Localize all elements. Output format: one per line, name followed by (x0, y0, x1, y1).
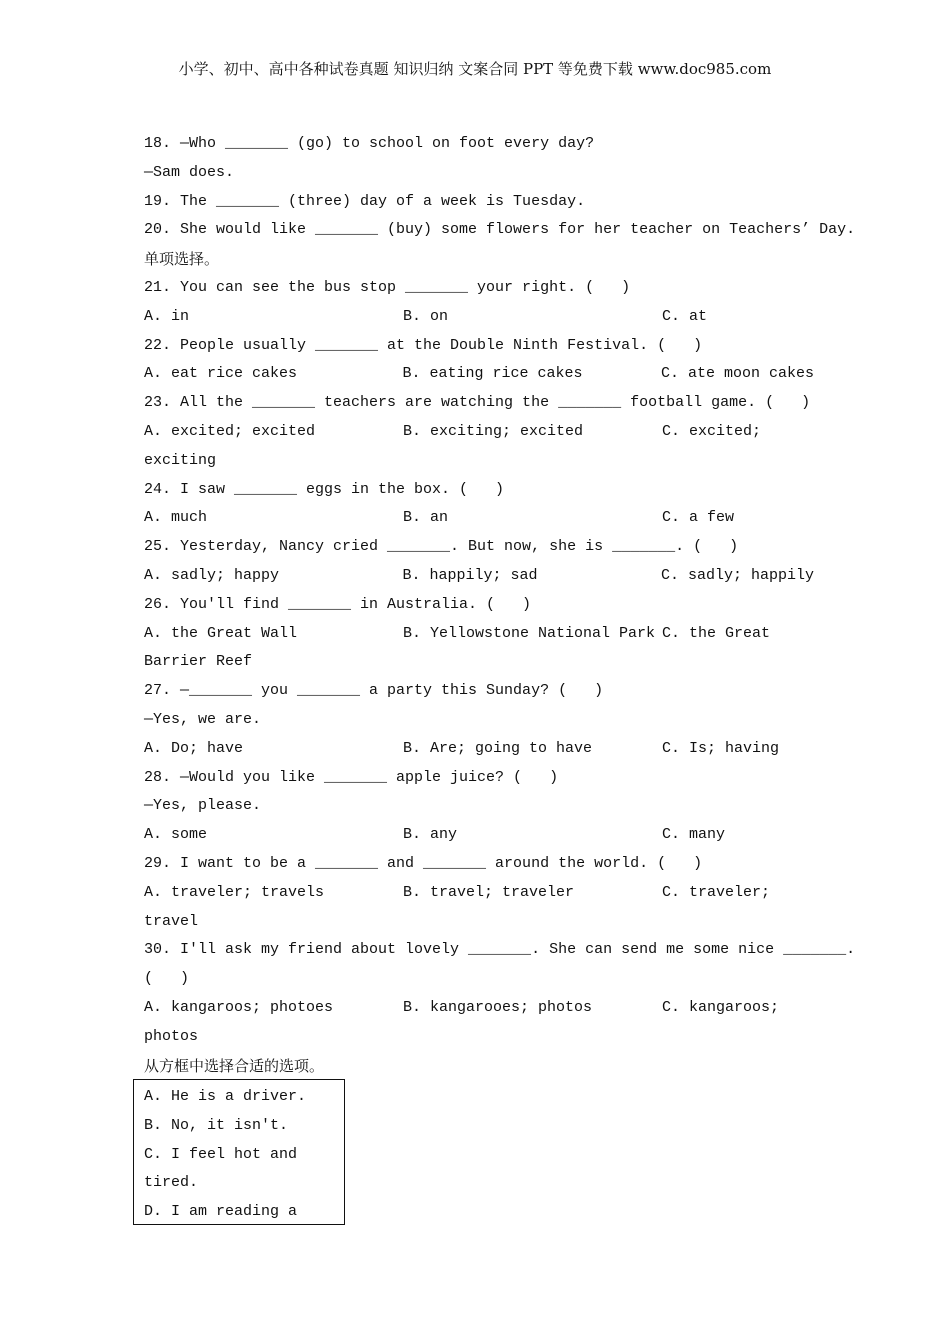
question-stem: 30. I'll ask my friend about lovely _______. She can send me some nice _______. (144, 941, 856, 959)
question-stem: 29. I want to be a _______ and _______ around the world. ( ) (144, 854, 703, 872)
question-stem: —Yes, please. (144, 797, 262, 815)
option-c[interactable]: C. a few (662, 509, 735, 527)
option-row (144, 821, 814, 850)
option-c[interactable]: C. Is; having (662, 739, 780, 757)
option-row (144, 879, 814, 908)
option-a[interactable]: A. much (144, 509, 208, 527)
option-c-continued: exciting (144, 451, 217, 469)
option-c[interactable]: C. sadly; happily (660, 566, 814, 584)
option-row (144, 735, 814, 764)
option-a[interactable]: A. Do; have (144, 739, 244, 757)
option-row (144, 562, 814, 591)
option-b[interactable]: B. an (403, 509, 449, 527)
option-c[interactable]: C. excited; (662, 422, 762, 440)
option-a[interactable]: A. sadly; happy (144, 566, 280, 584)
option-row (144, 994, 814, 1023)
question-list (144, 274, 856, 1052)
worksheet-content (144, 130, 856, 1080)
option-b[interactable]: B. Are; going to have (403, 739, 593, 757)
section-title-multiple-choice: 单项选择。 (144, 250, 220, 269)
option-row (144, 418, 814, 447)
question-stem: 28. —Would you like _______ apple juice? ( ) (144, 768, 559, 786)
option-b[interactable]: B. happily; sad (402, 566, 538, 584)
option-row (144, 504, 814, 533)
option-row (144, 620, 814, 649)
option-a[interactable]: A. the Great Wall (144, 624, 298, 642)
option-b[interactable]: B. on (403, 307, 449, 325)
fill-item: 18. —Who _______ (go) to school on foot every day? (144, 135, 595, 152)
option-b[interactable]: B. exciting; excited (403, 422, 584, 440)
option-c[interactable]: C. kangaroos; (662, 998, 780, 1016)
option-b[interactable]: B. Yellowstone National Park (403, 624, 656, 642)
option-c-continued: Barrier Reef (144, 653, 253, 671)
option-b[interactable]: B. any (403, 826, 458, 844)
fill-item: 20. She would like _______ (buy) some flowers for her teacher on Teachers’ Day. (144, 221, 856, 239)
option-c[interactable]: C. many (662, 826, 726, 844)
option-c[interactable]: C. at (662, 307, 708, 325)
option-b[interactable]: B. kangarooes; photos (403, 998, 593, 1016)
section-title-box: 从方框中选择合适的选项。 (144, 1056, 325, 1075)
option-c-continued: travel (144, 912, 199, 930)
box-option: C. I feel hot and (144, 1145, 298, 1163)
option-c[interactable]: C. traveler; (662, 883, 771, 901)
option-c[interactable]: C. ate moon cakes (660, 365, 814, 383)
option-c-continued: photos (144, 1027, 199, 1045)
question-stem: 27. —_______ you _______ a party this Sunday? ( ) (144, 682, 604, 700)
question-stem: 25. Yesterday, Nancy cried _______. But now, she is _______. ( ) (144, 538, 739, 556)
fill-item: 19. The _______ (three) day of a week is Tuesday. (144, 192, 586, 210)
box-option: D. I am reading a (144, 1203, 298, 1221)
option-row (144, 360, 814, 389)
page-header: 小学、初中、高中各种试卷真题 知识归纳 文案合同 PPT 等免费下载 www.doc985.com (178, 60, 772, 78)
question-stem: 26. You'll find _______ in Australia. ( ) (144, 595, 532, 613)
question-stem: —Yes, we are. (144, 710, 262, 728)
option-b[interactable]: B. eating rice cakes (402, 365, 583, 383)
fill-item: —Sam does. (144, 163, 235, 181)
option-a[interactable]: A. in (144, 307, 190, 325)
answer-option-box (133, 1079, 345, 1225)
option-a[interactable]: A. kangaroos; photoes (144, 998, 334, 1016)
option-a[interactable]: A. traveler; travels (144, 883, 325, 901)
option-b[interactable]: B. travel; traveler (403, 883, 575, 901)
option-a[interactable]: A. some (144, 826, 208, 844)
box-option: B. No, it isn't. (144, 1116, 289, 1134)
question-stem: 23. All the _______ teachers are watching the _______ football game. ( ) (144, 394, 811, 412)
option-a[interactable]: A. eat rice cakes (144, 365, 298, 383)
question-stem: 22. People usually _______ at the Double Ninth Festival. ( ) (144, 336, 703, 354)
question-stem: ( ) (144, 970, 190, 988)
question-stem: 21. You can see the bus stop _______ your right. ( ) (144, 278, 631, 296)
option-row (144, 303, 814, 332)
option-a[interactable]: A. excited; excited (144, 422, 316, 440)
option-c[interactable]: C. the Great (662, 624, 771, 642)
box-option: A. He is a driver. (144, 1088, 307, 1105)
question-stem: 24. I saw _______ eggs in the box. ( ) (144, 480, 505, 498)
box-option: tired. (144, 1174, 199, 1192)
